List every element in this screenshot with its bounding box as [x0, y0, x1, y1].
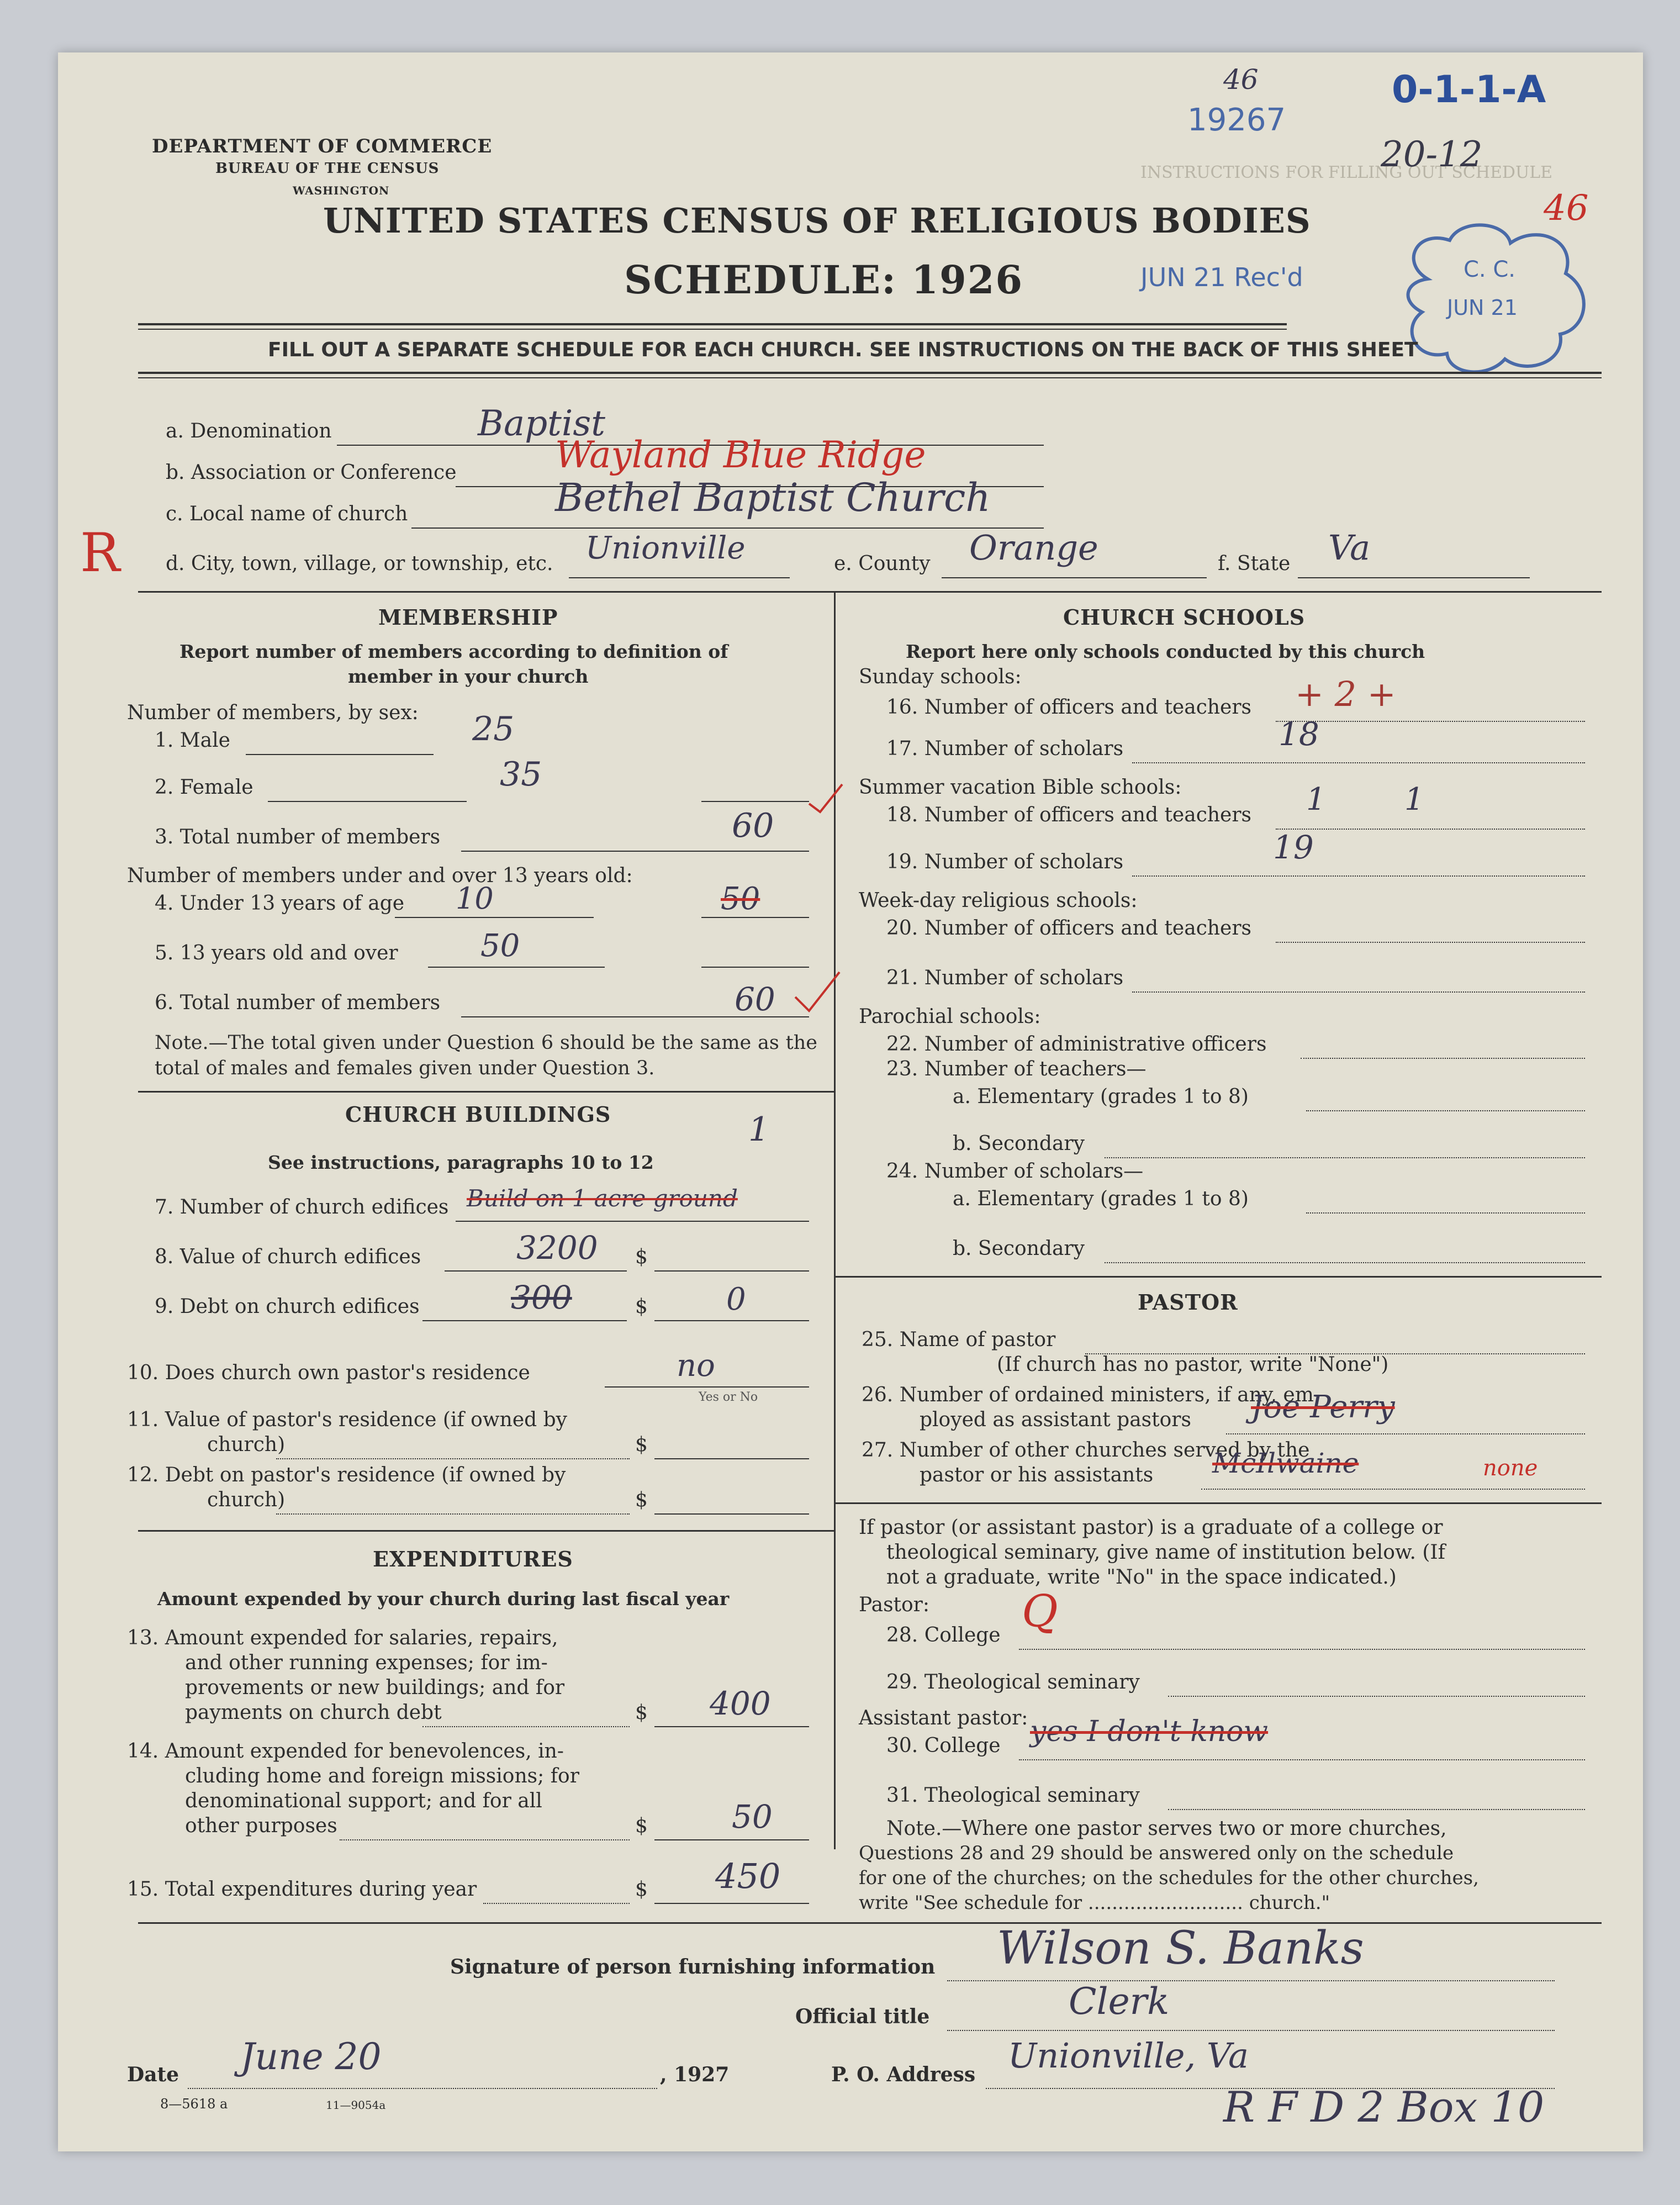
- q4-total-value[interactable]: 50: [721, 881, 760, 917]
- membership-bottom-rule: [138, 1091, 834, 1093]
- expenditures-intro: Amount expended by your church during last fiscal year: [157, 1588, 730, 1610]
- association-value[interactable]: Wayland Blue Ridge: [555, 434, 926, 476]
- summer-schools-label: Summer vacation Bible schools:: [859, 776, 1182, 799]
- city-label: d. City, town, village, or township, etc.: [166, 552, 553, 575]
- q18-label: 18. Number of officers and teachers: [886, 804, 1252, 826]
- q7-line: [456, 1221, 809, 1222]
- q4-value[interactable]: 10: [456, 881, 494, 916]
- denomination-value[interactable]: Baptist: [478, 403, 605, 444]
- cc-stamp-label: C. C.: [1464, 257, 1516, 282]
- date-line: [188, 2088, 657, 2089]
- q26-label-1: 26. Number of ordained ministers, if any, em-: [862, 1384, 1320, 1406]
- q4-line: [395, 917, 594, 918]
- members-by-sex-label: Number of members, by sex:: [127, 701, 419, 724]
- q28-line: [1019, 1649, 1585, 1650]
- buildings-bottom-rule: [138, 1530, 834, 1532]
- q6-check-icon: [793, 969, 842, 1014]
- q11-label-1: 11. Value of pastor's residence (if owned by: [127, 1409, 568, 1431]
- buildings-heading: CHURCH BUILDINGS: [345, 1102, 611, 1127]
- q2-total-line: [701, 801, 809, 802]
- state-label: f. State: [1218, 552, 1291, 575]
- q15-amount-line: [654, 1903, 809, 1904]
- county-line: [942, 577, 1207, 578]
- q24a-line: [1306, 1212, 1585, 1214]
- q27-none-value[interactable]: none: [1483, 1455, 1538, 1481]
- q9-value[interactable]: 300: [511, 1279, 572, 1316]
- q10-line: [605, 1386, 809, 1388]
- q22-label: 22. Number of administrative officers: [886, 1033, 1267, 1056]
- pastor-sublabel: Pastor:: [859, 1594, 930, 1616]
- top-number-annotation: 46: [1223, 64, 1259, 96]
- official-title-value[interactable]: Clerk: [1069, 1980, 1170, 2023]
- expenditures-heading: EXPENDITURES: [373, 1547, 573, 1571]
- q28-value[interactable]: Q: [1022, 1585, 1058, 1637]
- q15-label: 15. Total expenditures during year: [127, 1878, 477, 1901]
- q11-dollar: $: [635, 1433, 648, 1456]
- q11-line: [276, 1458, 630, 1459]
- q15-line: [483, 1903, 630, 1904]
- membership-heading: MEMBERSHIP: [378, 605, 558, 630]
- q21-line: [1132, 991, 1585, 993]
- q4-total-line: [701, 917, 809, 918]
- sunday-schools-label: Sunday schools:: [859, 666, 1022, 688]
- q13-label-4: payments on church debt: [185, 1701, 442, 1724]
- q2-line: [268, 801, 467, 802]
- separate-schedule-instruction: FILL OUT A SEPARATE SCHEDULE FOR EACH CHURCH. SEE INSTRUCTIONS ON THE BACK OF THIS SHEET: [268, 339, 1418, 361]
- q10-value[interactable]: no: [677, 1348, 715, 1384]
- q2-check-icon: [806, 782, 845, 815]
- q23a-label: a. Elementary (grades 1 to 8): [953, 1085, 1249, 1108]
- q1-line: [246, 754, 434, 755]
- q1-label: 1. Male: [155, 729, 230, 752]
- local-name-value[interactable]: Bethel Baptist Church: [555, 475, 991, 520]
- margin-r-annotation: R: [80, 522, 120, 584]
- signature-line: [947, 1980, 1555, 1981]
- q14-dollar: $: [635, 1814, 648, 1837]
- rfd-annotation: R F D 2 Box 10: [1223, 2082, 1545, 2132]
- q13-label-1: 13. Amount expended for salaries, repairs,: [127, 1627, 558, 1649]
- q4-label: 4. Under 13 years of age: [155, 892, 405, 915]
- assistant-pastor-sublabel: Assistant pastor:: [859, 1707, 1028, 1729]
- q14-line: [340, 1839, 630, 1840]
- q29-line: [1168, 1696, 1585, 1697]
- q24b-label: b. Secondary: [953, 1237, 1085, 1260]
- q15-dollar: $: [635, 1878, 648, 1901]
- q12-label-2: church): [207, 1489, 286, 1511]
- q23b-line: [1105, 1157, 1585, 1158]
- q13-dollar: $: [635, 1701, 648, 1724]
- q2-value[interactable]: 35: [500, 755, 542, 794]
- q14-label-1: 14. Amount expended for benevolences, in-: [127, 1740, 564, 1763]
- weekday-schools-label: Week-day religious schools:: [859, 889, 1138, 912]
- q3-line: [461, 851, 809, 852]
- schedule-year: SCHEDULE: 1926: [624, 257, 1024, 303]
- ratio-annotation: 20-12: [1381, 134, 1483, 175]
- q6-value[interactable]: 60: [735, 980, 775, 1018]
- q14-label-3: denominational support; and for all: [185, 1790, 542, 1812]
- graduate-instruction-3: not a graduate, write "No" in the space indicated.): [886, 1566, 1397, 1589]
- local-name-label: c. Local name of church: [166, 503, 408, 525]
- form-title: UNITED STATES CENSUS OF RELIGIOUS BODIES: [323, 201, 1311, 241]
- date-label: Date: [127, 2063, 179, 2086]
- q26-line: [1226, 1433, 1585, 1434]
- q23b-label: b. Secondary: [953, 1132, 1085, 1155]
- pastor-heading: PASTOR: [1138, 1290, 1238, 1315]
- local-name-line: [411, 527, 1044, 529]
- q11-amount-line: [654, 1458, 809, 1459]
- q8-line: [445, 1270, 627, 1272]
- q8-value[interactable]: 3200: [516, 1229, 598, 1267]
- q5-total-line: [701, 967, 809, 968]
- q22-line: [1301, 1058, 1585, 1059]
- bleed-through-text: INSTRUCTIONS FOR FILLING OUT SCHEDULE: [1140, 163, 1553, 182]
- q14-amount-line: [654, 1839, 809, 1840]
- q31-line: [1168, 1809, 1585, 1810]
- q3-value[interactable]: 60: [732, 806, 774, 845]
- q8-amount-line: [654, 1270, 809, 1272]
- q28-label: 28. College: [886, 1624, 1001, 1647]
- q9-dollar: $: [635, 1295, 648, 1318]
- po-address-label: P. O. Address: [831, 2063, 976, 2086]
- date-year: , 1927: [660, 2063, 730, 2086]
- q12-line: [276, 1513, 630, 1515]
- sections-bottom-rule: [138, 1922, 1602, 1924]
- signature-value[interactable]: Wilson S. Banks: [997, 1922, 1364, 1975]
- graduate-instruction-1: If pastor (or assistant pastor) is a graduate of a college or: [859, 1516, 1443, 1539]
- q27-line: [1201, 1489, 1585, 1490]
- q12-amount-line: [654, 1513, 809, 1515]
- schools-bottom-rule: [836, 1276, 1602, 1278]
- q17-line: [1132, 762, 1585, 763]
- q9-label: 9. Debt on church edifices: [155, 1295, 420, 1318]
- city-name: WASHINGTON: [293, 184, 390, 197]
- membership-note: Note.—The total given under Question 6 should be the same as the total of males and females given under Question 3.: [155, 1032, 817, 1079]
- q10-hint: Yes or No: [699, 1390, 758, 1404]
- q30-line: [1019, 1759, 1585, 1760]
- state-value[interactable]: Va: [1328, 527, 1371, 568]
- q30-label: 30. College: [886, 1734, 1001, 1757]
- department-name: DEPARTMENT OF COMMERCE: [152, 135, 493, 157]
- q23a-line: [1306, 1110, 1585, 1111]
- q13-label-3: provements or new buildings; and for: [185, 1676, 565, 1699]
- schools-intro: Report here only schools conducted by this church: [906, 641, 1425, 662]
- pastor-note-2: Questions 28 and 29 should be answered only on the schedule: [859, 1842, 1454, 1864]
- q24b-line: [1105, 1262, 1585, 1263]
- red-number-annotation: 46: [1544, 188, 1589, 229]
- q27-label-2: pastor or his assistants: [920, 1464, 1154, 1486]
- q12-label-1: 12. Debt on pastor's residence (if owned by: [127, 1464, 566, 1486]
- q5-line: [428, 967, 605, 968]
- q11-label-2: church): [207, 1433, 286, 1456]
- date-value[interactable]: June 20: [240, 2035, 382, 2078]
- graduate-instruction-2: theological seminary, give name of institution below. (If: [886, 1541, 1445, 1564]
- q13-line: [422, 1726, 630, 1727]
- q12-dollar: $: [635, 1489, 648, 1511]
- q15-value[interactable]: 450: [715, 1856, 781, 1896]
- official-title-label: Official title: [795, 2005, 930, 2028]
- q9-amount-value[interactable]: 0: [726, 1281, 746, 1317]
- q7-number-value[interactable]: 1: [748, 1110, 770, 1149]
- form-number: 8—5618 a: [160, 2096, 228, 2112]
- q1-value[interactable]: 25: [472, 710, 515, 748]
- q29-label: 29. Theological seminary: [886, 1671, 1140, 1694]
- q26-label-2: ployed as assistant pastors: [920, 1409, 1191, 1431]
- q9-line: [422, 1320, 627, 1321]
- q8-label: 8. Value of church edifices: [155, 1246, 421, 1268]
- q2-label: 2. Female: [155, 776, 253, 799]
- q17-value[interactable]: 18: [1279, 715, 1319, 753]
- q3-label: 3. Total number of members: [155, 826, 441, 848]
- q20-label: 20. Number of officers and teachers: [886, 917, 1252, 940]
- city-line: [569, 577, 790, 578]
- serial-number-stamp: 19267: [1187, 102, 1286, 138]
- q24-label: 24. Number of scholars—: [886, 1160, 1144, 1183]
- received-stamp: JUN 21 Rec'd: [1140, 262, 1303, 292]
- form-number-2: 11—9054a: [326, 2098, 386, 2112]
- q10-label: 10. Does church own pastor's residence: [127, 1362, 530, 1384]
- q13-value[interactable]: 400: [710, 1685, 771, 1722]
- county-label: e. County: [834, 552, 931, 575]
- cc-stamp-date: JUN 21: [1447, 296, 1518, 320]
- header-rule-bottom2: [138, 377, 1602, 378]
- members-by-age-label: Number of members under and over 13 years old:: [127, 864, 633, 887]
- q6-label: 6. Total number of members: [155, 991, 441, 1014]
- pastor-mid-rule: [836, 1502, 1602, 1504]
- membership-intro-1: Report number of members according to definition of: [179, 641, 728, 662]
- q24a-label: a. Elementary (grades 1 to 8): [953, 1188, 1249, 1210]
- q19-label: 19. Number of scholars: [886, 851, 1124, 873]
- q5-label: 5. 13 years old and over: [155, 942, 398, 964]
- q13-label-2: and other running expenses; for im-: [185, 1652, 548, 1674]
- membership-intro-2: member in your church: [348, 666, 589, 687]
- pastor-note-3: for one of the churches; on the schedules for the other churches,: [859, 1867, 1479, 1889]
- code-label: 0-1-1-A: [1392, 68, 1546, 112]
- q8-dollar: $: [635, 1246, 648, 1268]
- q17-label: 17. Number of scholars: [886, 737, 1124, 760]
- official-title-line: [947, 2030, 1555, 2031]
- denomination-label: a. Denomination: [166, 420, 332, 442]
- state-line: [1298, 577, 1530, 578]
- census-schedule-sheet: [58, 52, 1643, 2151]
- signature-label: Signature of person furnishing information: [450, 1955, 936, 1979]
- q9-amount-line: [654, 1320, 809, 1321]
- header-rule-top: [138, 323, 1287, 325]
- q7-label: 7. Number of church edifices: [155, 1196, 449, 1218]
- q14-label-4: other purposes: [185, 1814, 337, 1837]
- header-rule-top2: [138, 329, 1287, 330]
- header-rule-bottom: [138, 372, 1602, 374]
- q16-value[interactable]: + 2 +: [1295, 674, 1396, 714]
- q26-value[interactable]: Joe Perry: [1251, 1389, 1395, 1425]
- city-value[interactable]: Unionville: [585, 530, 746, 566]
- q5-value[interactable]: 50: [480, 928, 520, 964]
- county-value[interactable]: Orange: [969, 527, 1098, 568]
- q18-line: [1276, 829, 1585, 830]
- parochial-schools-label: Parochial schools:: [859, 1005, 1041, 1028]
- q16-label: 16. Number of officers and teachers: [886, 696, 1252, 719]
- buildings-intro: See instructions, paragraphs 10 to 12: [268, 1152, 654, 1173]
- q19-value[interactable]: 19: [1273, 829, 1314, 866]
- po-address-value[interactable]: Unionville, Va: [1008, 2035, 1249, 2076]
- q27-label-1: 27. Number of other churches served by the: [862, 1439, 1310, 1462]
- q19-line: [1132, 875, 1585, 877]
- q18-value[interactable]: 1 1: [1306, 782, 1424, 817]
- q14-label-2: cluding home and foreign missions; for: [185, 1765, 579, 1787]
- pastor-note-1: Note.—Where one pastor serves two or more churches,: [886, 1817, 1447, 1840]
- q23-label: 23. Number of teachers—: [886, 1058, 1147, 1080]
- q30-value[interactable]: yes I don't know: [1030, 1715, 1269, 1748]
- q7-value[interactable]: Build on 1 acre ground: [467, 1185, 738, 1212]
- q25-label: 25. Name of pastor: [862, 1328, 1056, 1351]
- q14-value[interactable]: 50: [732, 1798, 773, 1835]
- schools-heading: CHURCH SCHOOLS: [1063, 605, 1306, 630]
- q31-label: 31. Theological seminary: [886, 1784, 1140, 1807]
- q27-value[interactable]: McIlwaine: [1212, 1447, 1359, 1479]
- q21-label: 21. Number of scholars: [886, 967, 1124, 989]
- q20-line: [1276, 942, 1585, 943]
- bureau-name: BUREAU OF THE CENSUS: [215, 160, 440, 177]
- q13-amount-line: [654, 1726, 809, 1727]
- sections-top-rule: [138, 591, 1602, 593]
- pastor-note-4: write "See schedule for .......................... church.": [859, 1892, 1330, 1914]
- q16-line: [1276, 721, 1585, 722]
- q25-hint: (If church has no pastor, write "None"): [997, 1353, 1389, 1376]
- association-label: b. Association or Conference: [166, 461, 457, 484]
